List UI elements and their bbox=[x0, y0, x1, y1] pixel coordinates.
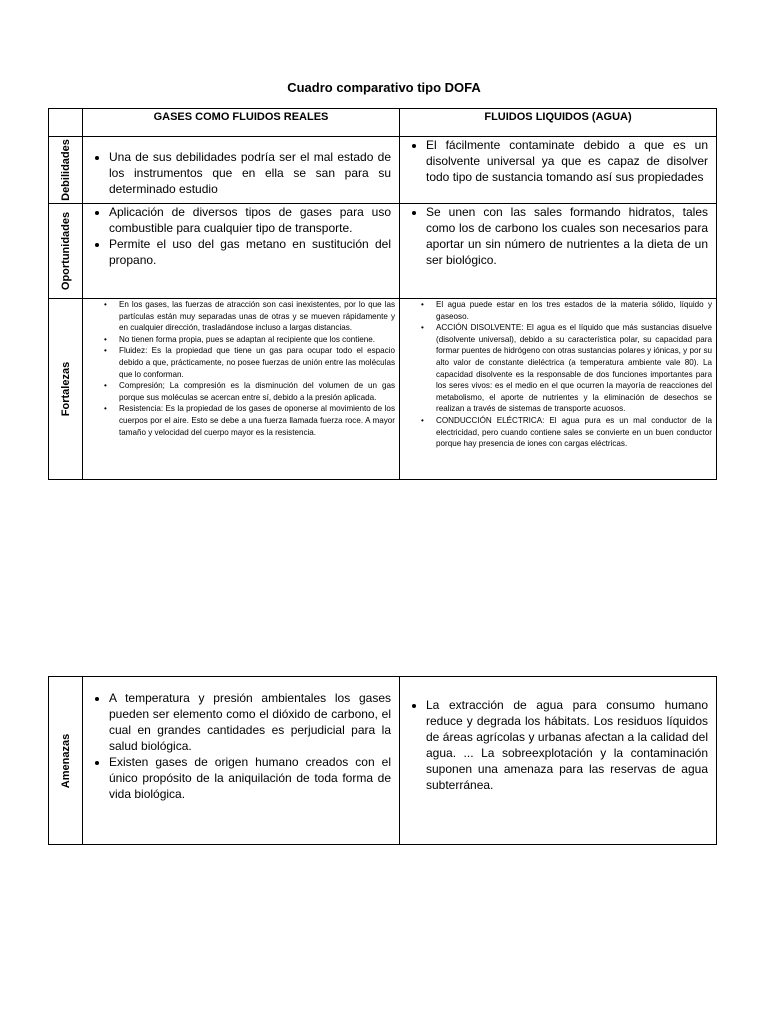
row-label-debilidades: Debilidades bbox=[49, 137, 83, 204]
document-title: Cuadro comparativo tipo DOFA bbox=[287, 80, 481, 95]
list-item: • Se unen con las sales formando hidratos, tales como los de carbono los cuales son necesarios para aportar un sin número de nutrientes a la dieta de un ser biológico. bbox=[426, 204, 708, 268]
row-label-oportunidades: Oportunidades bbox=[49, 204, 83, 299]
cell-debilidades-gases bbox=[83, 137, 400, 204]
cell-oportunidades-liquidos bbox=[400, 204, 717, 299]
row-fortalezas bbox=[49, 299, 717, 480]
dofa-table-amenazas bbox=[48, 676, 717, 845]
bullet-list bbox=[400, 137, 716, 185]
row-label-amenazas: Amenazas bbox=[49, 677, 83, 845]
list-item: • A temperatura y presión ambientales los gases pueden ser elemento como el dióxido de carbono, el cual en grandes cantidades es perjudicial para la salud biológica. bbox=[109, 690, 391, 754]
bullet-list bbox=[83, 690, 399, 802]
cell-fortalezas-gases bbox=[83, 299, 400, 480]
cell-fortalezas-liquidos bbox=[400, 299, 717, 480]
bullet-list bbox=[400, 299, 716, 450]
row-oportunidades bbox=[49, 204, 717, 299]
row-label-fortalezas: Fortalezas bbox=[49, 299, 83, 480]
list-item: • Existen gases de origen humano creados con el único propósito de la aniquilación de toda forma de vida biológica. bbox=[109, 754, 391, 802]
bullet-list bbox=[83, 149, 399, 197]
list-item: • ACCIÓN DISOLVENTE: El agua es el líquido que más sustancias disuelve (disolvente universal), debido a su característica polar, su capacidad para formar puentes de hidrógeno con otras sustancias polares y iónicas, y por su alto valor de constante dieléctrica (a temperatura ambiente vale 80). La capacidad disolvente es la responsable de dos funciones importantes para los seres vivos: es el medio en el que ocurren la mayoría de reacciones del metabolismo, el aporte de nutrientes y la eliminación de desechos se realizan a través de sistemas de transporte acuosos. bbox=[436, 322, 712, 415]
list-item: • No tienen forma propia, pues se adaptan al recipiente que los contiene. bbox=[119, 334, 395, 346]
list-item: • Una de sus debilidades podría ser el mal estado de los instrumentos que en ella se san para su determinado estudio bbox=[109, 149, 391, 197]
list-item: • La extracción de agua para consumo humano reduce y degrada los hábitats. Los residuos líquidos de áreas agrícolas y urbanas afectan a la calidad del agua. ... La sobreexplotación y la contaminación suponen una amenaza para las reservas de agua subterránea. bbox=[426, 697, 708, 793]
bullet-list bbox=[400, 697, 716, 793]
cell-amenazas-gases bbox=[83, 677, 400, 845]
bullet-list bbox=[83, 204, 399, 268]
cell-oportunidades-gases bbox=[83, 204, 400, 299]
list-item: • Permite el uso del gas metano en sustitución del propano. bbox=[109, 236, 391, 268]
row-amenazas bbox=[49, 677, 717, 845]
list-item: • Aplicación de diversos tipos de gases para uso combustible para cualquier tipo de transporte. bbox=[109, 204, 391, 236]
column-header-liquidos: FLUIDOS LIQUIDOS (AGUA) bbox=[400, 109, 717, 137]
header-row bbox=[49, 109, 717, 137]
list-item: • En los gases, las fuerzas de atracción son casi inexistentes, por lo que las partículas están muy separadas unas de otras y se mueven rápidamente y en cualquier dirección, trasladándose incluso a largas distancias. bbox=[119, 299, 395, 334]
list-item: • Fluidez: Es la propiedad que tiene un gas para ocupar todo el espacio debido a que, prácticamente, no posee fuerzas de unión entre las moléculas que lo conforman. bbox=[119, 345, 395, 380]
dofa-table-main bbox=[48, 108, 717, 480]
cell-amenazas-liquidos bbox=[400, 677, 717, 845]
bullet-list bbox=[400, 204, 716, 268]
list-item: • CONDUCCIÓN ELÉCTRICA: El agua pura es un mal conductor de la electricidad, pero cuando contiene sales se convierte en un buen conductor porque hay presencia de iones con cargas eléctricas. bbox=[436, 415, 712, 450]
cell-debilidades-liquidos bbox=[400, 137, 717, 204]
column-header-gases: GASES COMO FLUIDOS REALES bbox=[83, 109, 400, 137]
bullet-list bbox=[83, 299, 399, 438]
list-item: • Compresión; La compresión es la disminución del volumen de un gas porque sus moléculas se acercan entre sí, debido a la presión aplicada. bbox=[119, 380, 395, 403]
corner-cell bbox=[49, 109, 83, 137]
list-item: • El fácilmente contaminate debido a que es un disolvente universal ya que es capaz de disolver todo tipo de sustancia tomando así sus propiedades bbox=[426, 137, 708, 185]
list-item: • El agua puede estar en los tres estados de la materia sólido, líquido y gaseoso. bbox=[436, 299, 712, 322]
list-item: • Resistencia: Es la propiedad de los gases de oponerse al movimiento de los cuerpos por el aire. Esto se debe a una fuerza llamada fuerza roce. A mayor tamaño y velocidad del cuerpo mayor es la resistencia. bbox=[119, 403, 395, 438]
row-debilidades bbox=[49, 137, 717, 204]
